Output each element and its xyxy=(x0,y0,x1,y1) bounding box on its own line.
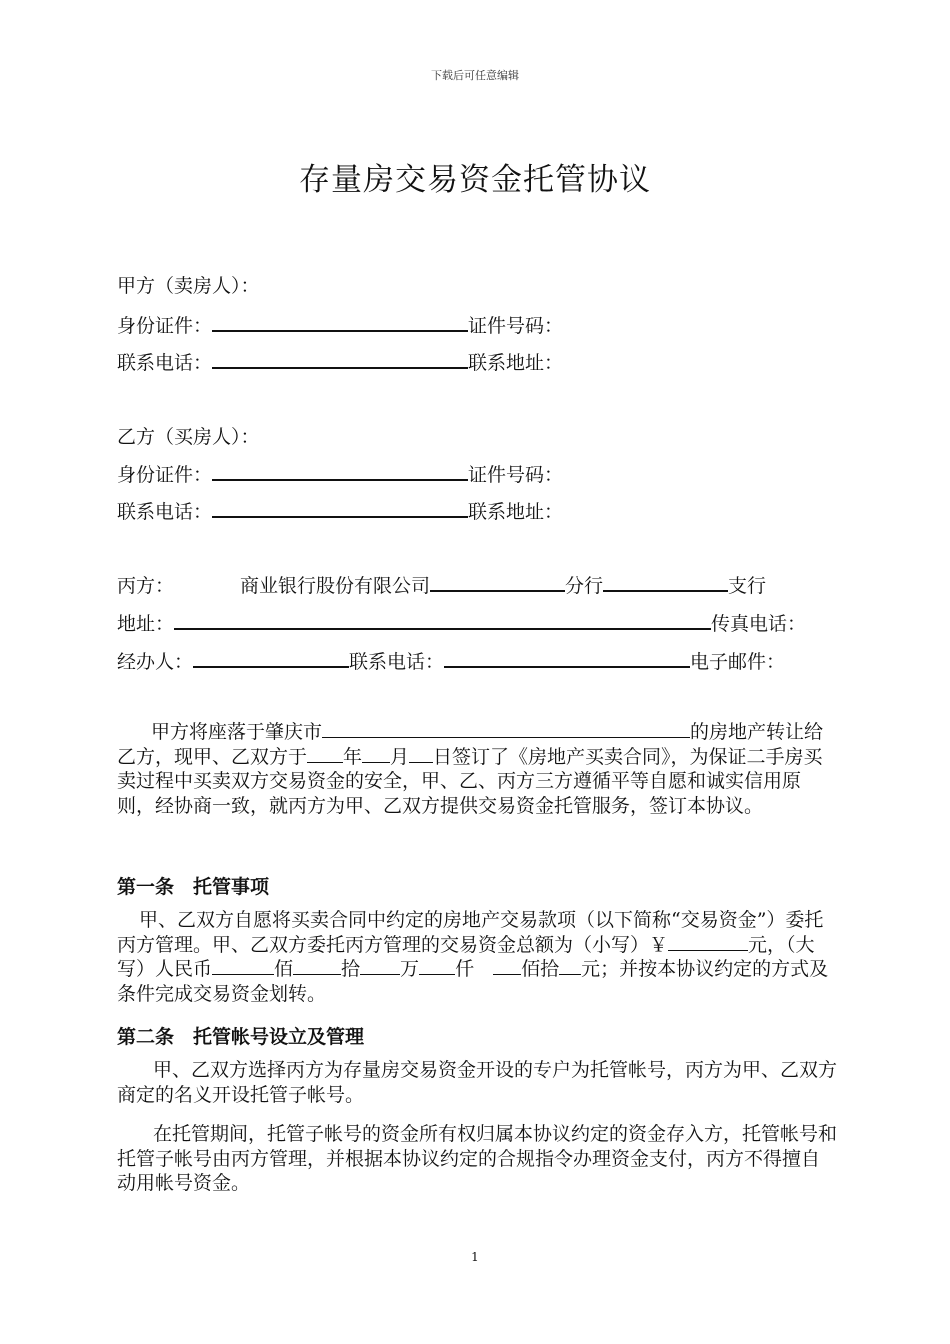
party-c-email-label: 电子邮件： xyxy=(690,651,786,673)
unit-bai-1: 佰 xyxy=(274,958,294,980)
property-location-blank[interactable] xyxy=(322,720,690,738)
party-c-branch-label: 分行 xyxy=(565,575,604,597)
party-a-id-row xyxy=(117,312,563,338)
party-c-address-label: 地址： xyxy=(117,613,175,635)
unit-bai-shi: 佰拾 xyxy=(521,958,560,980)
amount-qian-blank[interactable] xyxy=(419,957,455,975)
party-b-heading: 乙方（买房人）： xyxy=(117,426,260,448)
party-c-bank-row xyxy=(117,572,766,598)
party-a-id-doc-label: 身份证件： xyxy=(117,315,213,337)
party-c-phone-blank[interactable] xyxy=(444,648,690,668)
intro-text-1: 甲方将座落于肇庆市 xyxy=(151,721,323,743)
day-blank[interactable] xyxy=(409,745,433,763)
party-a-heading: 甲方（卖房人）： xyxy=(117,275,260,297)
party-c-address-blank[interactable] xyxy=(174,610,711,630)
party-b-id-no-label: 证件号码： xyxy=(468,464,564,486)
article-1-heading: 第一条 托管事项 xyxy=(117,876,270,898)
party-b-phone-label: 联系电话： xyxy=(117,501,213,523)
year-blank[interactable] xyxy=(307,745,343,763)
amount-bai-wan-blank[interactable] xyxy=(212,957,274,975)
amount-bai-blank[interactable] xyxy=(493,957,521,975)
header-note: 下载后可任意编辑 xyxy=(431,69,519,82)
party-c-handler-label: 经办人： xyxy=(117,651,194,673)
article-1-text-3: 元；并按本协议约定的方式及条件完成交易资金划转。 xyxy=(117,958,829,1005)
unit-shi-1: 拾 xyxy=(341,958,361,980)
party-c-handler-blank[interactable] xyxy=(193,648,349,668)
party-c-branch-blank[interactable] xyxy=(430,572,565,592)
unit-qian: 仟 xyxy=(455,958,475,980)
party-b-address-label: 联系地址： xyxy=(468,501,564,523)
party-c-bank-name: 商业银行股份有限公司 xyxy=(240,575,431,597)
party-a-id-doc-blank[interactable] xyxy=(212,312,468,332)
party-c-fax-label: 传真电话： xyxy=(711,613,807,635)
party-c-label: 丙方： xyxy=(117,575,175,597)
amount-shi-wan-blank[interactable] xyxy=(293,957,341,975)
amount-small-blank[interactable] xyxy=(668,933,748,951)
intro-paragraph xyxy=(117,720,837,818)
party-c-sub-branch-label: 支行 xyxy=(728,575,767,597)
year-label: 年 xyxy=(343,745,363,768)
party-a-phone-blank[interactable] xyxy=(212,349,468,369)
party-b-id-doc-blank[interactable] xyxy=(212,461,468,481)
page-number: 1 xyxy=(471,1250,479,1264)
party-c-phone-label: 联系电话： xyxy=(349,651,445,673)
article-2-heading: 第二条 托管帐号设立及管理 xyxy=(117,1026,365,1048)
article-2-paragraph-1: 甲、乙双方选择丙方为存量房交易资金开设的专户为托管帐号，丙方为甲、乙双方商定的名义开设托管子帐号。 xyxy=(117,1059,838,1106)
article-1-text-1: 甲、乙双方自愿将买卖合同中约定的房地产交易款项（以下简称“交易资金”）委托丙方管理。甲、乙双方委托丙方管理的交易资金总额为（小写）￥ xyxy=(117,909,824,956)
party-b-phone-blank[interactable] xyxy=(212,498,468,518)
party-b-id-row xyxy=(117,461,563,487)
article-2-paragraph-2: 在托管期间，托管子帐号的资金所有权归属本协议约定的资金存入方，托管帐号和托管子帐号由丙方管理，并根据本协议约定的合规指令办理资金支付，丙方不得擅自动用帐号资金。 xyxy=(117,1123,838,1194)
party-c-handler-row xyxy=(117,648,785,674)
party-c-sub-branch-blank[interactable] xyxy=(603,572,728,592)
party-a-address-label: 联系地址： xyxy=(468,352,564,374)
party-b-id-doc-label: 身份证件： xyxy=(117,464,213,486)
party-b-contact-row xyxy=(117,498,563,524)
intro-text-2: 的房地产转让给乙方，现甲、乙双方于 xyxy=(117,721,824,768)
amount-yuan-blank[interactable] xyxy=(559,957,581,975)
intro-text-3: 日签订了《房地产买卖合同》，为保证二手房买卖过程中买卖双方交易资金的安全，甲、乙、丙方三方遵循平等自愿和诚实信用原则，经协商一致，就丙方为甲、乙双方提供交易资金托管服务，签订本协议。 xyxy=(117,745,823,817)
unit-wan: 万 xyxy=(400,958,420,980)
document-title: 存量房交易资金托管协议 xyxy=(299,162,651,198)
party-c-address-row xyxy=(117,610,806,636)
article-1-paragraph xyxy=(117,908,837,1006)
month-label: 月 xyxy=(390,745,410,768)
amount-wan-blank[interactable] xyxy=(360,957,400,975)
article-1-text-2: 元，（大写）人民币 xyxy=(117,933,815,980)
party-a-id-no-label: 证件号码： xyxy=(468,315,564,337)
party-a-contact-row xyxy=(117,349,563,375)
party-a-phone-label: 联系电话： xyxy=(117,352,213,374)
month-blank[interactable] xyxy=(362,745,390,763)
